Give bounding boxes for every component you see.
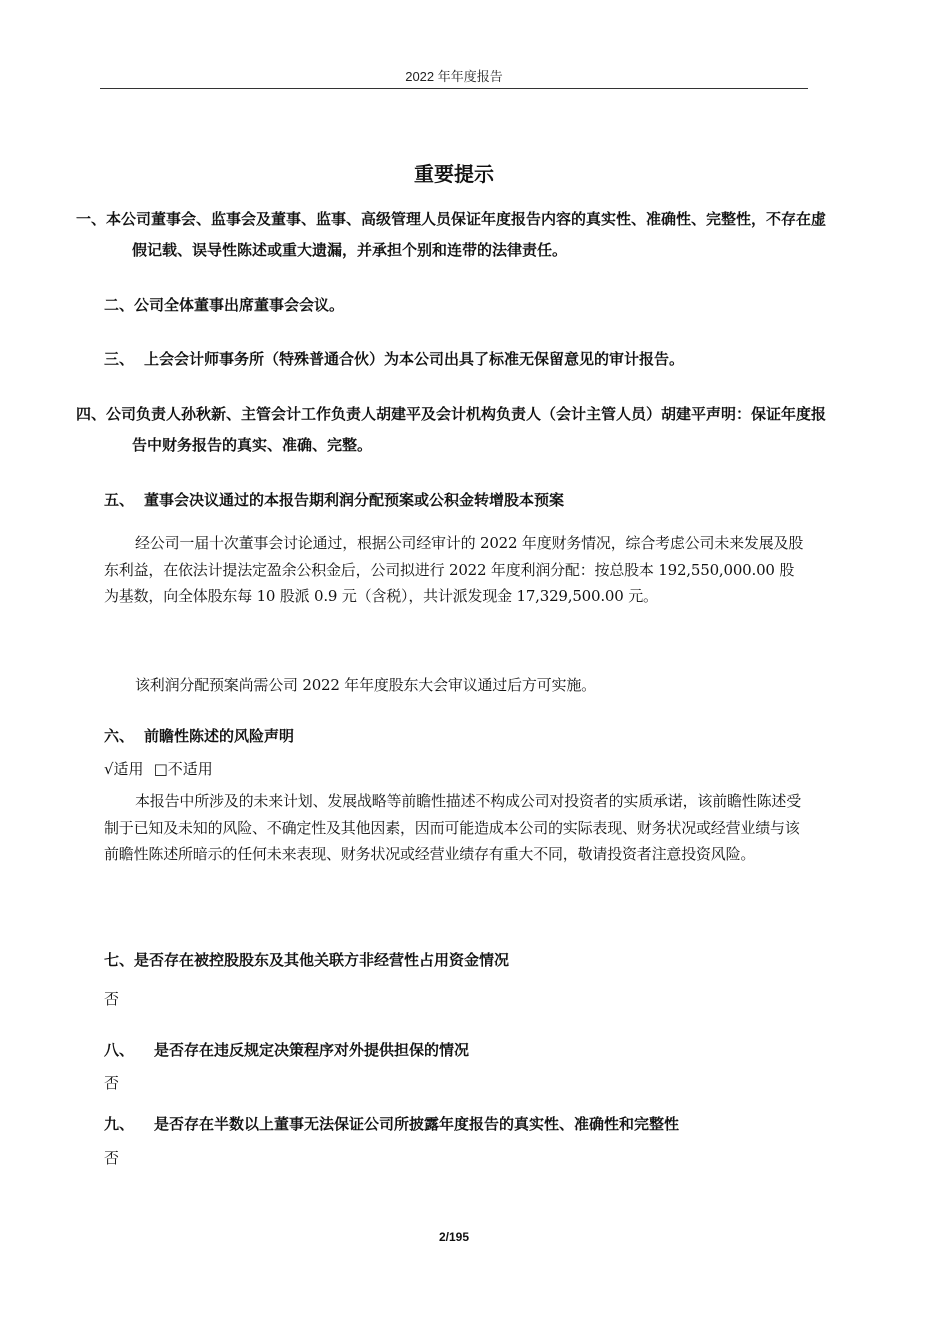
header-divider bbox=[100, 88, 808, 89]
item-two bbox=[104, 290, 810, 321]
applicability-options bbox=[104, 758, 810, 779]
page-title: 重要提示 bbox=[414, 162, 494, 186]
item-four-text: 公司负责人孙秋新、主管会计工作负责人胡建平及会计机构负责人（会计主管人员）胡建平声明：保证年度报告中财务报告的真实、准确、完整。 bbox=[106, 405, 827, 454]
risk-statement-paragraph: 本报告中所涉及的未来计划、发展战略等前瞻性描述不构成公司对投资者的实质承诺，该前瞻性陈述受制于已知及未知的风险、不确定性及其他因素，因而可能造成本公司的实际表现、财务状况或经营业绩与该前瞻性陈述所暗示的任何未来表现、财务状况或经营业绩存有重大不同，敬请投资者注意投资风险。 bbox=[104, 792, 802, 863]
item-one-text: 本公司董事会、监事会及董事、监事、高级管理人员保证年度报告内容的真实性、准确性、完整性，不存在虚假记载、误导性陈述或重大遗漏，并承担个别和连带的法律责任。 bbox=[106, 210, 827, 259]
page-header: 2022 年年度报告 bbox=[405, 69, 503, 84]
item-six bbox=[104, 721, 810, 752]
item-nine-number: 九、 bbox=[104, 1115, 135, 1133]
item-five bbox=[104, 485, 810, 516]
profit-distribution-note: 该利润分配预案尚需公司 2022 年年度股东大会审议通过后方可实施。 bbox=[135, 676, 596, 694]
item-four-number: 四、 bbox=[76, 405, 107, 423]
item-eight bbox=[104, 1035, 810, 1066]
item-seven bbox=[104, 945, 810, 976]
item-seven-answer: 否 bbox=[104, 990, 120, 1008]
item-eight-number: 八、 bbox=[104, 1041, 135, 1059]
item-one-number: 一、 bbox=[76, 210, 107, 228]
item-six-text: 前瞻性陈述的风险声明 bbox=[144, 727, 295, 745]
item-five-number: 五、 bbox=[104, 491, 135, 509]
item-seven-text: 是否存在被控股股东及其他关联方非经营性占用资金情况 bbox=[134, 951, 510, 969]
item-eight-answer: 否 bbox=[104, 1074, 120, 1092]
item-nine-text: 是否存在半数以上董事无法保证公司所披露年度报告的真实性、准确性和完整性 bbox=[154, 1115, 680, 1133]
page-number: 2/195 bbox=[438, 1230, 470, 1244]
item-two-text: 公司全体董事出席董事会会议。 bbox=[134, 296, 345, 314]
item-one bbox=[76, 204, 838, 266]
item-five-text: 董事会决议通过的本报告期利润分配预案或公积金转增股本预案 bbox=[144, 491, 565, 509]
item-eight-text: 是否存在违反规定决策程序对外提供担保的情况 bbox=[154, 1041, 470, 1059]
profit-distribution-paragraph: 经公司一届十次董事会讨论通过，根据公司经审计的 2022 年度财务情况，综合考虑公司未来发展及股东利益，在依法计提法定盈余公积金后，公司拟进行 2022 年度利润分配：按总股本 192,550,000.00 股为基数，向全体股东每 10 股派 0.9 元（含税），共计派发现金 17,329,500.00 元。 bbox=[104, 534, 804, 605]
item-six-number: 六、 bbox=[104, 727, 135, 745]
item-three-number: 三、 bbox=[104, 350, 135, 368]
not-applicable-unchecked: □不适用 bbox=[153, 760, 213, 778]
item-three bbox=[104, 344, 810, 375]
item-nine bbox=[104, 1109, 810, 1140]
item-four bbox=[76, 399, 838, 461]
item-two-number: 二、 bbox=[104, 296, 135, 314]
item-seven-number: 七、 bbox=[104, 951, 135, 969]
item-nine-answer: 否 bbox=[104, 1149, 120, 1167]
applicable-checked: √适用 bbox=[104, 760, 144, 778]
item-three-text: 上会会计师事务所（特殊普通合伙）为本公司出具了标准无保留意见的审计报告。 bbox=[144, 350, 685, 368]
